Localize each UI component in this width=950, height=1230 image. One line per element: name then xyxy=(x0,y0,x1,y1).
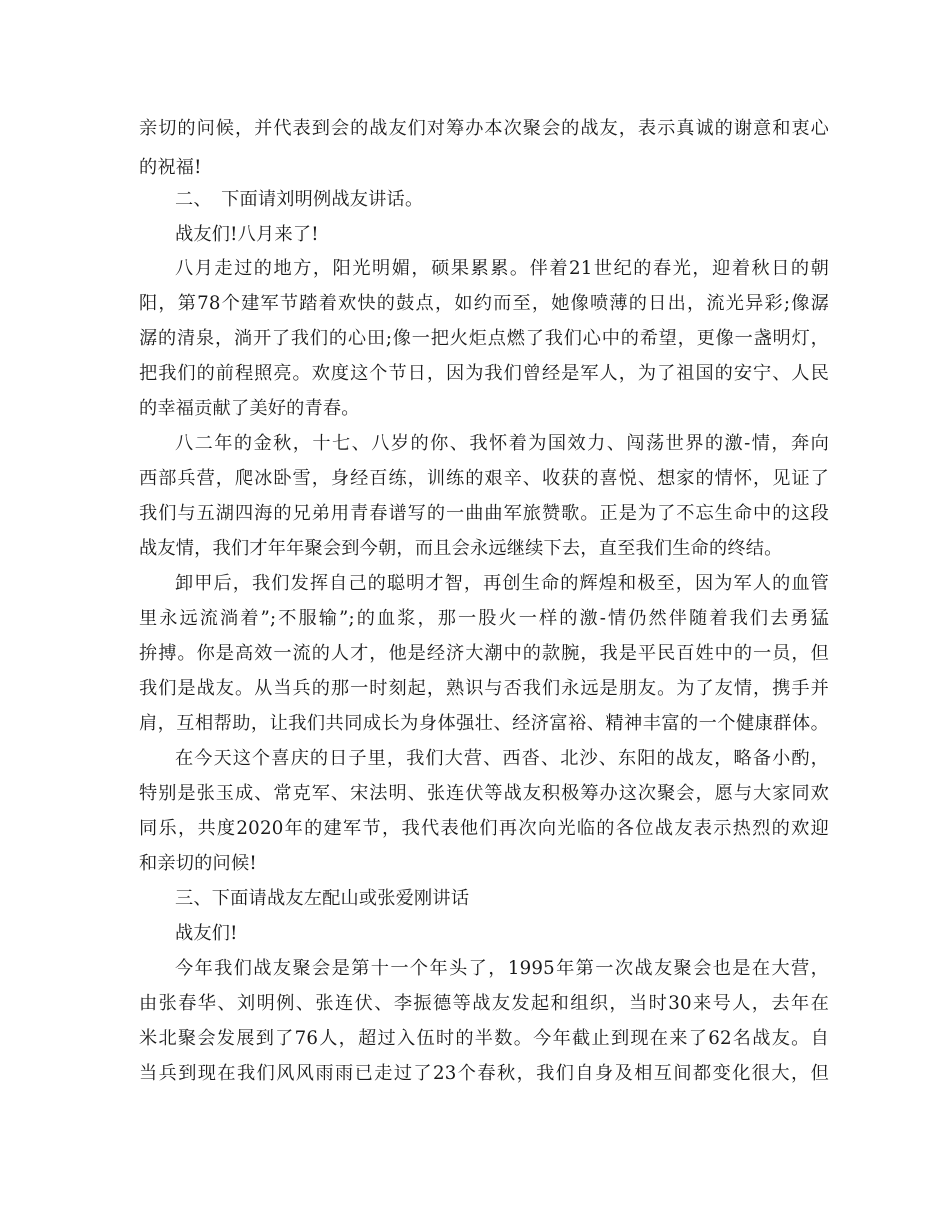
text-line: 在今天这个喜庆的日子里，我们大营、西沓、北沙、东阳的战友，略备小酌， xyxy=(175,748,829,769)
section-heading: 二、 下面请刘明例战友讲话。 xyxy=(175,189,424,210)
text-line: 的祝福! xyxy=(139,157,202,178)
section-heading: 三、下面请战友左配山或张爱刚讲话 xyxy=(175,888,470,909)
text-line: 把我们的前程照亮。欢度这个节日，因为我们曾经是军人，为了祖国的安宁、人民 xyxy=(139,363,829,384)
text-line: 卸甲后，我们发挥自己的聪明才智，再创生命的辉煌和极至，因为军人的血管 xyxy=(175,573,829,594)
text-line: 米北聚会发展到了76人，超过入伍时的半数。今年截止到现在来了62名战友。自 xyxy=(139,1028,829,1049)
text-line: 和亲切的问候! xyxy=(139,853,257,874)
text-line: 潺的清泉，淌开了我们的心田;像一把火炬点燃了我们心中的希望，更像一盏明灯， xyxy=(139,328,829,349)
text-line: 今年我们战友聚会是第十一个年头了，1995年第一次战友聚会也是在大营， xyxy=(175,958,829,979)
text-line: 同乐，共度2020年的建军节，我代表他们再次向光临的各位战友表示热烈的欢迎 xyxy=(139,818,829,839)
text-line: 由张春华、刘明例、张连伏、李振德等战友发起和组织，当时30来号人，去年在 xyxy=(139,993,829,1014)
text-line: 战友们!八月来了! xyxy=(175,224,319,245)
text-line: 阳，第78个建军节踏着欢快的鼓点，如约而至，她像喷薄的日出，流光异彩;像潺 xyxy=(139,293,829,314)
text-line: 西部兵营，爬冰卧雪，身经百练，训练的艰辛、收获的喜悦、想家的情怀，见证了 xyxy=(139,468,829,489)
text-line: 战友情，我们才年年聚会到今朝，而且会永远继续下去，直至我们生命的终结。 xyxy=(139,538,783,559)
text-line: 的幸福贡献了美好的青春。 xyxy=(139,398,360,419)
text-line: 当兵到现在我们风风雨雨已走过了23个春秋，我们自身及相互间都变化很大，但 xyxy=(139,1063,829,1084)
text-line: 战友们! xyxy=(175,923,238,944)
text-line: 拚搏。你是高效一流的人才，他是经济大潮中的款腕，我是平民百姓中的一员，但 xyxy=(139,643,829,664)
text-line: 我们与五湖四海的兄弟用青春谱写的一曲曲军旅赞歌。正是为了不忘生命中的这段 xyxy=(139,503,829,524)
text-line: 我们是战友。从当兵的那一时刻起，熟识与否我们永远是朋友。为了友情，携手并 xyxy=(139,678,829,699)
text-line: 八月走过的地方，阳光明媚，硕果累累。伴着21世纪的春光，迎着秋日的朝 xyxy=(175,258,829,279)
text-line: 肩，互相帮助，让我们共同成长为身体强壮、经济富裕、精神丰富的一个健康群体。 xyxy=(139,713,829,734)
text-line: 里永远流淌着”;不服输”;的血浆，那一股火一样的激-情仍然伴随着我们去勇猛 xyxy=(139,608,829,629)
text-line: 亲切的问候，并代表到会的战友们对筹办本次聚会的战友，表示真诚的谢意和衷心 xyxy=(139,118,829,139)
text-line: 八二年的金秋，十七、八岁的你、我怀着为国效力、闯荡世界的激-情，奔向 xyxy=(175,433,829,454)
text-line: 特别是张玉成、常克军、宋法明、张连伏等战友积极筹办这次聚会，愿与大家同欢 xyxy=(139,783,829,804)
